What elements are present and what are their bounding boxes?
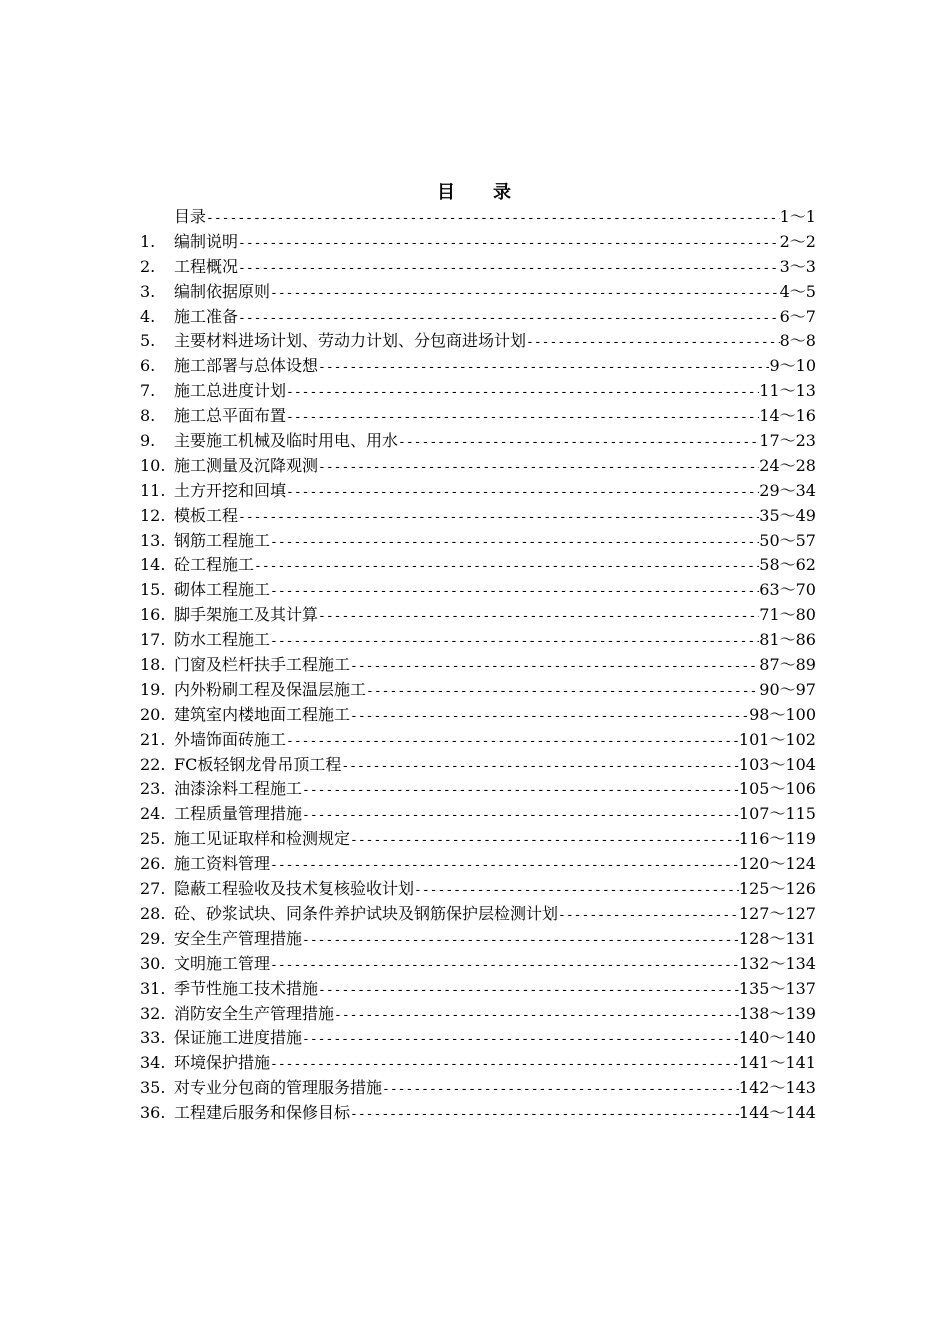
toc-entry-number: 33. <box>140 1028 166 1048</box>
toc-entry-label: 内外粉刷工程及保温层施工 <box>174 679 367 699</box>
toc-entry-number: 13. <box>140 530 166 550</box>
toc-entry-number: 23. <box>140 779 166 799</box>
toc-entry[interactable] <box>140 479 816 504</box>
toc-entry-pages: 50～57 <box>759 530 816 550</box>
toc-entry[interactable] <box>140 1026 816 1051</box>
toc-entry[interactable] <box>140 902 816 927</box>
toc-entry-label: 施工总进度计划 <box>174 381 287 401</box>
toc-entry-number: 32. <box>140 1003 166 1023</box>
toc-entry-number: 21. <box>140 729 166 749</box>
toc-dot-leader <box>350 829 739 854</box>
toc-entry-number: 30. <box>140 953 166 973</box>
toc-dot-leader <box>270 854 739 879</box>
toc-entry-label: 消防安全生产管理措施 <box>174 1003 335 1023</box>
toc-entry-label: 施工见证取样和检测规定 <box>174 829 351 849</box>
toc-entry-label: 钢筋工程施工 <box>174 530 271 550</box>
toc-entry-pages: 1～1 <box>779 207 816 226</box>
toc-entry[interactable] <box>140 952 816 977</box>
toc-dot-leader <box>318 356 769 381</box>
toc-entry-number: 24. <box>140 804 166 824</box>
toc-dot-leader <box>398 431 759 456</box>
toc-entry-number: 15. <box>140 580 166 600</box>
toc-entry-pages: 87～89 <box>759 655 816 675</box>
toc-entry-pages: 58～62 <box>759 555 816 575</box>
toc-entry[interactable] <box>140 553 816 578</box>
toc-entry[interactable] <box>140 753 816 778</box>
toc-entry[interactable] <box>140 329 816 354</box>
toc-entry-number: 14. <box>140 555 166 575</box>
toc-entry-label: 土方开挖和回填 <box>174 480 287 500</box>
toc-entry[interactable] <box>140 454 816 479</box>
toc-entry-number: 29. <box>140 928 166 948</box>
toc-entry-pages: 101～102 <box>738 729 816 749</box>
toc-dot-leader <box>286 381 759 406</box>
toc-dot-leader <box>286 481 759 506</box>
toc-entry-number: 35. <box>140 1078 166 1098</box>
toc-entry-number: 36. <box>140 1103 166 1123</box>
toc-entry-label: 施工资料管理 <box>174 854 271 874</box>
toc-entry-label: 施工部署与总体设想 <box>174 356 319 376</box>
toc-entry[interactable] <box>140 205 816 230</box>
toc-entry-label: 文明施工管理 <box>174 953 271 973</box>
toc-entry-number: 1. <box>140 231 156 251</box>
toc-entry-pages: 132～134 <box>738 953 816 973</box>
toc-dot-leader <box>286 406 759 431</box>
toc-dot-leader <box>350 1103 739 1128</box>
toc-entry-pages: 2～2 <box>779 231 816 251</box>
toc-entry-pages: 63～70 <box>759 580 816 600</box>
toc-entry-number: 10. <box>140 455 166 475</box>
toc-entry-pages: 8～8 <box>779 331 816 351</box>
toc-entry[interactable] <box>140 703 816 728</box>
toc-entry-number: 27. <box>140 879 166 899</box>
toc-entry[interactable] <box>140 603 816 628</box>
toc-dot-leader <box>238 506 759 531</box>
toc-dot-leader <box>302 804 739 829</box>
toc-entry[interactable] <box>140 578 816 603</box>
toc-entry-number: 25. <box>140 829 166 849</box>
toc-entry-pages: 128～131 <box>738 928 816 948</box>
toc-entry[interactable] <box>140 802 816 827</box>
toc-entry-pages: 11～13 <box>759 381 816 401</box>
toc-entry-label: 目录 <box>174 207 207 226</box>
toc-entry-pages: 138～139 <box>738 1003 816 1023</box>
toc-entry-number: 6. <box>140 356 156 376</box>
toc-entry-label: FC板轻钢龙骨吊顶工程 <box>174 754 342 774</box>
toc-dot-leader <box>350 705 749 730</box>
toc-entry-pages: 17～23 <box>759 431 816 451</box>
toc-entry[interactable] <box>140 429 816 454</box>
toc-entry[interactable] <box>140 977 816 1002</box>
toc-entry-pages: 116～119 <box>738 829 816 849</box>
toc-dot-leader <box>270 531 759 556</box>
title-char-2: 录 <box>493 182 513 203</box>
toc-dot-leader <box>350 655 759 680</box>
toc-entry[interactable] <box>140 529 816 554</box>
toc-dot-leader <box>318 605 759 630</box>
toc-entry-label: 工程建后服务和保修目标 <box>174 1103 351 1123</box>
toc-entry-number: 19. <box>140 679 166 699</box>
toc-entry-pages: 98～100 <box>749 704 816 724</box>
toc-dot-leader <box>334 1004 739 1029</box>
toc-entry[interactable] <box>140 1076 816 1101</box>
toc-entry-label: 隐蔽工程验收及技术复核验收计划 <box>174 879 415 899</box>
toc-entry-pages: 107～115 <box>738 804 816 824</box>
toc-entry[interactable] <box>140 1051 816 1076</box>
toc-entry[interactable] <box>140 404 816 429</box>
toc-dot-leader <box>382 1078 739 1103</box>
toc-dot-leader <box>270 954 739 979</box>
toc-entry[interactable] <box>140 653 816 678</box>
toc-entry-number: 8. <box>140 406 156 426</box>
toc-dot-leader <box>526 331 780 356</box>
toc-dot-leader <box>414 879 739 904</box>
toc-dot-leader <box>302 929 739 954</box>
toc-entry-pages: 125～126 <box>738 879 816 899</box>
toc-entry-label: 门窗及栏杆扶手工程施工 <box>174 655 351 675</box>
toc-entry[interactable] <box>140 628 816 653</box>
toc-entry-label: 环境保护措施 <box>174 1053 271 1073</box>
toc-entry-label: 砌体工程施工 <box>174 580 271 600</box>
toc-entry[interactable] <box>140 305 816 330</box>
toc-entry-label: 施工测量及沉降观测 <box>174 455 319 475</box>
toc-entry-label: 季节性施工技术措施 <box>174 978 319 998</box>
toc-entry-pages: 6～7 <box>779 306 816 326</box>
toc-entry[interactable] <box>140 678 816 703</box>
toc-entry-number: 22. <box>140 754 166 774</box>
toc-entry-pages: 35～49 <box>759 505 816 525</box>
toc-entry-label: 编制说明 <box>174 231 239 251</box>
toc-dot-leader <box>366 680 759 705</box>
toc-entry[interactable] <box>140 504 816 529</box>
toc-entry-number: 12. <box>140 505 166 525</box>
toc-entry[interactable] <box>140 827 816 852</box>
toc-entry[interactable] <box>140 354 816 379</box>
toc-entry[interactable] <box>140 877 816 902</box>
toc-entry-number: 4. <box>140 306 156 326</box>
toc-dot-leader <box>254 555 759 580</box>
toc-entry[interactable] <box>140 1101 816 1126</box>
toc-entry-number: 11. <box>140 480 166 500</box>
toc-entry-label: 施工准备 <box>174 306 239 326</box>
toc-dot-leader <box>302 1028 739 1053</box>
toc-dot-leader <box>341 755 739 780</box>
toc-entry-pages: 90～97 <box>759 679 816 699</box>
toc-entry-pages: 81～86 <box>759 630 816 650</box>
toc-entry[interactable] <box>140 255 816 280</box>
toc-entry-label: 施工总平面布置 <box>174 406 287 426</box>
toc-entry-pages: 135～137 <box>738 978 816 998</box>
toc-entry-label: 防水工程施工 <box>174 630 271 650</box>
toc-entry-label: 建筑室内楼地面工程施工 <box>174 704 351 724</box>
toc-entry-pages: 24～28 <box>759 455 816 475</box>
toc-entry-number: 28. <box>140 903 166 923</box>
toc-entry-label: 对专业分包商的管理服务措施 <box>174 1078 383 1098</box>
toc-entry-number: 7. <box>140 381 156 401</box>
toc-entry[interactable] <box>140 379 816 404</box>
toc-entry-number: 5. <box>140 331 156 351</box>
toc-dot-leader <box>286 730 739 755</box>
toc-entry-label: 编制依据原则 <box>174 281 271 301</box>
toc-entry[interactable] <box>140 728 816 753</box>
toc-entry-pages: 141～141 <box>738 1053 816 1073</box>
toc-entry[interactable] <box>140 777 816 802</box>
toc-entry-pages: 4～5 <box>779 281 816 301</box>
toc-entry-number: 17. <box>140 630 166 650</box>
toc-entry-label: 模板工程 <box>174 505 239 525</box>
toc-dot-leader <box>270 282 780 307</box>
toc-dot-leader <box>302 779 739 804</box>
toc-entry-label: 工程概况 <box>174 256 239 276</box>
toc-entry-pages: 120～124 <box>738 854 816 874</box>
toc-entry-number: 18. <box>140 655 166 675</box>
toc-dot-leader <box>206 207 780 232</box>
toc-dot-leader <box>270 580 759 605</box>
toc-entry-pages: 144～144 <box>738 1103 816 1123</box>
toc-entry[interactable] <box>140 1002 816 1027</box>
toc-entry-label: 主要施工机械及临时用电、用水 <box>174 431 399 451</box>
toc-entry-label: 油漆涂料工程施工 <box>174 779 303 799</box>
title-char-1: 目 <box>437 182 457 203</box>
toc-entry-pages: 3～3 <box>779 256 816 276</box>
toc-entry-number: 20. <box>140 704 166 724</box>
toc-entry[interactable] <box>140 280 816 305</box>
toc-entry-pages: 71～80 <box>759 605 816 625</box>
toc-entry-label: 外墙饰面砖施工 <box>174 729 287 749</box>
toc-entry-label: 工程质量管理措施 <box>174 804 303 824</box>
toc-entry[interactable] <box>140 852 816 877</box>
toc-list <box>140 205 816 1126</box>
toc-dot-leader <box>270 630 759 655</box>
toc-dot-leader <box>238 307 780 332</box>
toc-entry-label: 脚手架施工及其计算 <box>174 605 319 625</box>
toc-entry-number: 26. <box>140 854 166 874</box>
toc-dot-leader <box>318 979 739 1004</box>
toc-entry-label: 保证施工进度措施 <box>174 1028 303 1048</box>
toc-entry-number: 34. <box>140 1053 166 1073</box>
toc-entry-number: 3. <box>140 281 156 301</box>
toc-entry-number: 31. <box>140 978 166 998</box>
toc-entry-pages: 140～140 <box>738 1028 816 1048</box>
toc-dot-leader <box>238 232 780 257</box>
toc-dot-leader <box>318 456 759 481</box>
page-title <box>0 178 950 204</box>
toc-entry-label: 主要材料进场计划、劳动力计划、分包商进场计划 <box>174 331 527 351</box>
toc-dot-leader <box>270 1053 739 1078</box>
toc-entry-pages: 29～34 <box>759 480 816 500</box>
toc-entry-pages: 14～16 <box>759 406 816 426</box>
toc-entry[interactable] <box>140 230 816 255</box>
toc-entry-pages: 9～10 <box>769 356 816 376</box>
toc-entry-label: 砼、砂浆试块、同条件养护试块及钢筋保护层检测计划 <box>174 903 559 923</box>
toc-entry[interactable] <box>140 927 816 952</box>
toc-entry-label: 安全生产管理措施 <box>174 928 303 948</box>
toc-entry-number: 2. <box>140 256 156 276</box>
toc-entry-pages: 103～104 <box>738 754 816 774</box>
toc-entry-pages: 127～127 <box>738 903 816 923</box>
toc-entry-label: 砼工程施工 <box>174 555 255 575</box>
toc-entry-pages: 142～143 <box>738 1078 816 1098</box>
toc-entry-number: 16. <box>140 605 166 625</box>
toc-dot-leader <box>238 257 780 282</box>
toc-entry-pages: 105～106 <box>738 779 816 799</box>
toc-dot-leader <box>558 904 739 929</box>
toc-entry-number: 9. <box>140 431 156 451</box>
